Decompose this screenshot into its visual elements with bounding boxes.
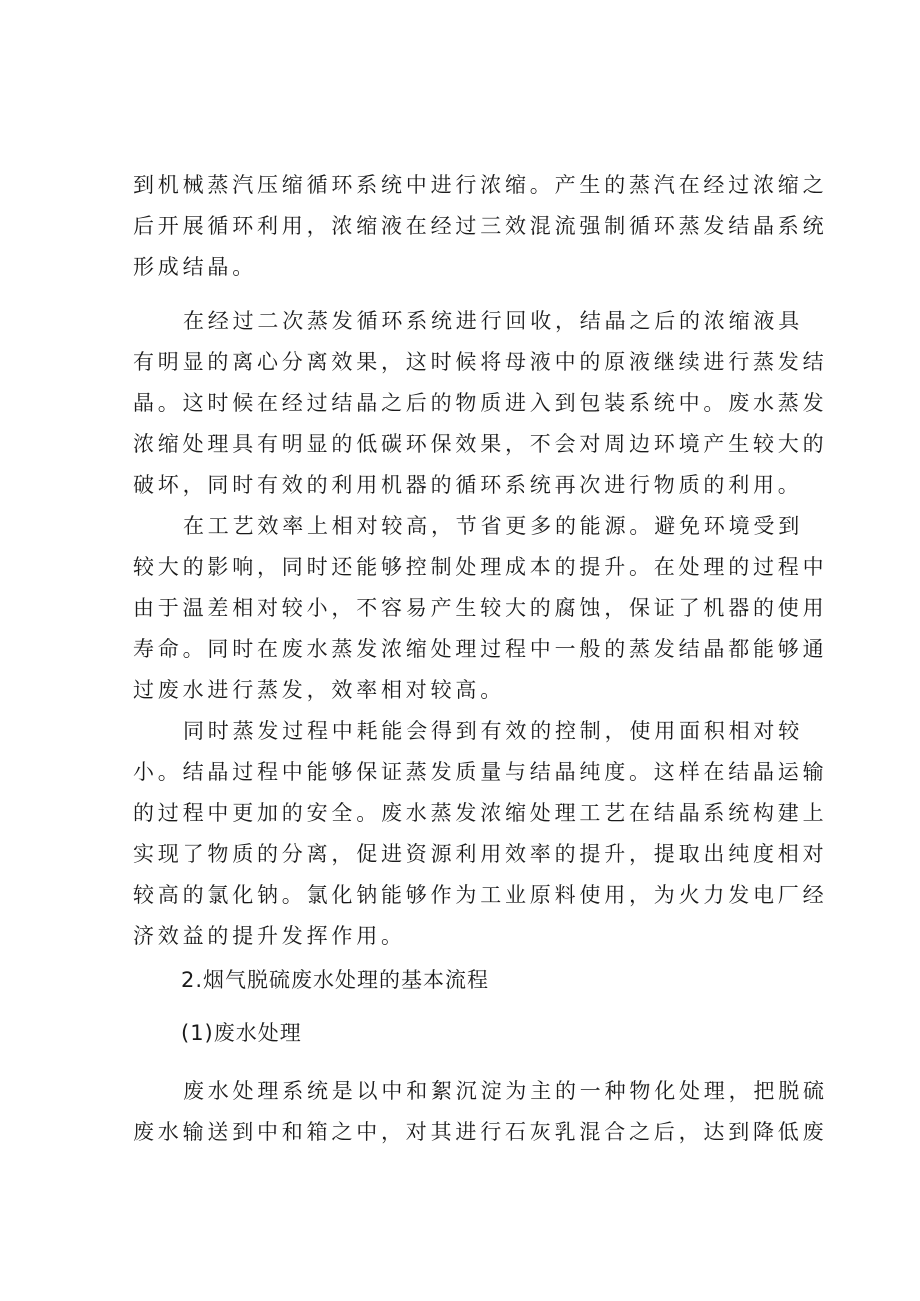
paragraph-first-line: 废水处理系统是以中和絮沉淀为主的一种物化处理，把脱硫 (183, 1079, 828, 1103)
text-line: 到机械蒸汽压缩循环系统中进行浓缩。产生的蒸汽在经过浓缩之 (133, 173, 828, 197)
text-line: 寿命。同时在废水蒸发浓缩处理过程中一般的蒸发结晶都能够通 (133, 637, 828, 661)
subsection-heading: (1)废水处理 (181, 1021, 302, 1045)
text-line: 过废水进行蒸发，效率相对较高。 (133, 678, 505, 702)
paragraph-first-line: 同时蒸发过程中耗能会得到有效的控制，使用面积相对较 (183, 719, 803, 743)
paragraph-first-line: 在工艺效率上相对较高，节省更多的能源。避免环境受到 (183, 514, 803, 538)
text-line: 废水输送到中和箱之中，对其进行石灰乳混合之后，达到降低废 (133, 1120, 828, 1144)
text-line: 济效益的提升发挥作用。 (133, 924, 406, 948)
text-line: 小。结晶过程中能够保证蒸发质量与结晶纯度。这样在结晶运输 (133, 760, 828, 784)
text-line: 较高的氯化钠。氯化钠能够作为工业原料使用，为火力发电厂经 (133, 883, 828, 907)
text-line: 较大的影响，同时还能够控制处理成本的提升。在处理的过程中 (133, 555, 828, 579)
text-line: 有明显的离心分离效果，这时候将母液中的原液继续进行蒸发结 (133, 350, 828, 374)
section-heading: 2.烟气脱硫废水处理的基本流程 (181, 968, 490, 992)
text-line: 实现了物质的分离，促进资源利用效率的提升，提取出纯度相对 (133, 842, 828, 866)
text-line: 由于温差相对较小，不容易产生较大的腐蚀，保证了机器的使用 (133, 596, 828, 620)
paragraph-first-line: 在经过二次蒸发循环系统进行回收，结晶之后的浓缩液具 (183, 309, 803, 333)
text-line: 晶。这时候在经过结晶之后的物质进入到包装系统中。废水蒸发 (133, 391, 828, 415)
text-line: 破坏，同时有效的利用机器的循环系统再次进行物质的利用。 (133, 473, 803, 497)
text-line: 后开展循环利用，浓缩液在经过三效混流强制循环蒸发结晶系统 (133, 214, 828, 238)
text-line: 的过程中更加的安全。废水蒸发浓缩处理工艺在结晶系统构建上 (133, 801, 828, 825)
text-line: 形成结晶。 (133, 255, 257, 279)
text-line: 浓缩处理具有明显的低碳环保效果，不会对周边环境产生较大的 (133, 432, 828, 456)
